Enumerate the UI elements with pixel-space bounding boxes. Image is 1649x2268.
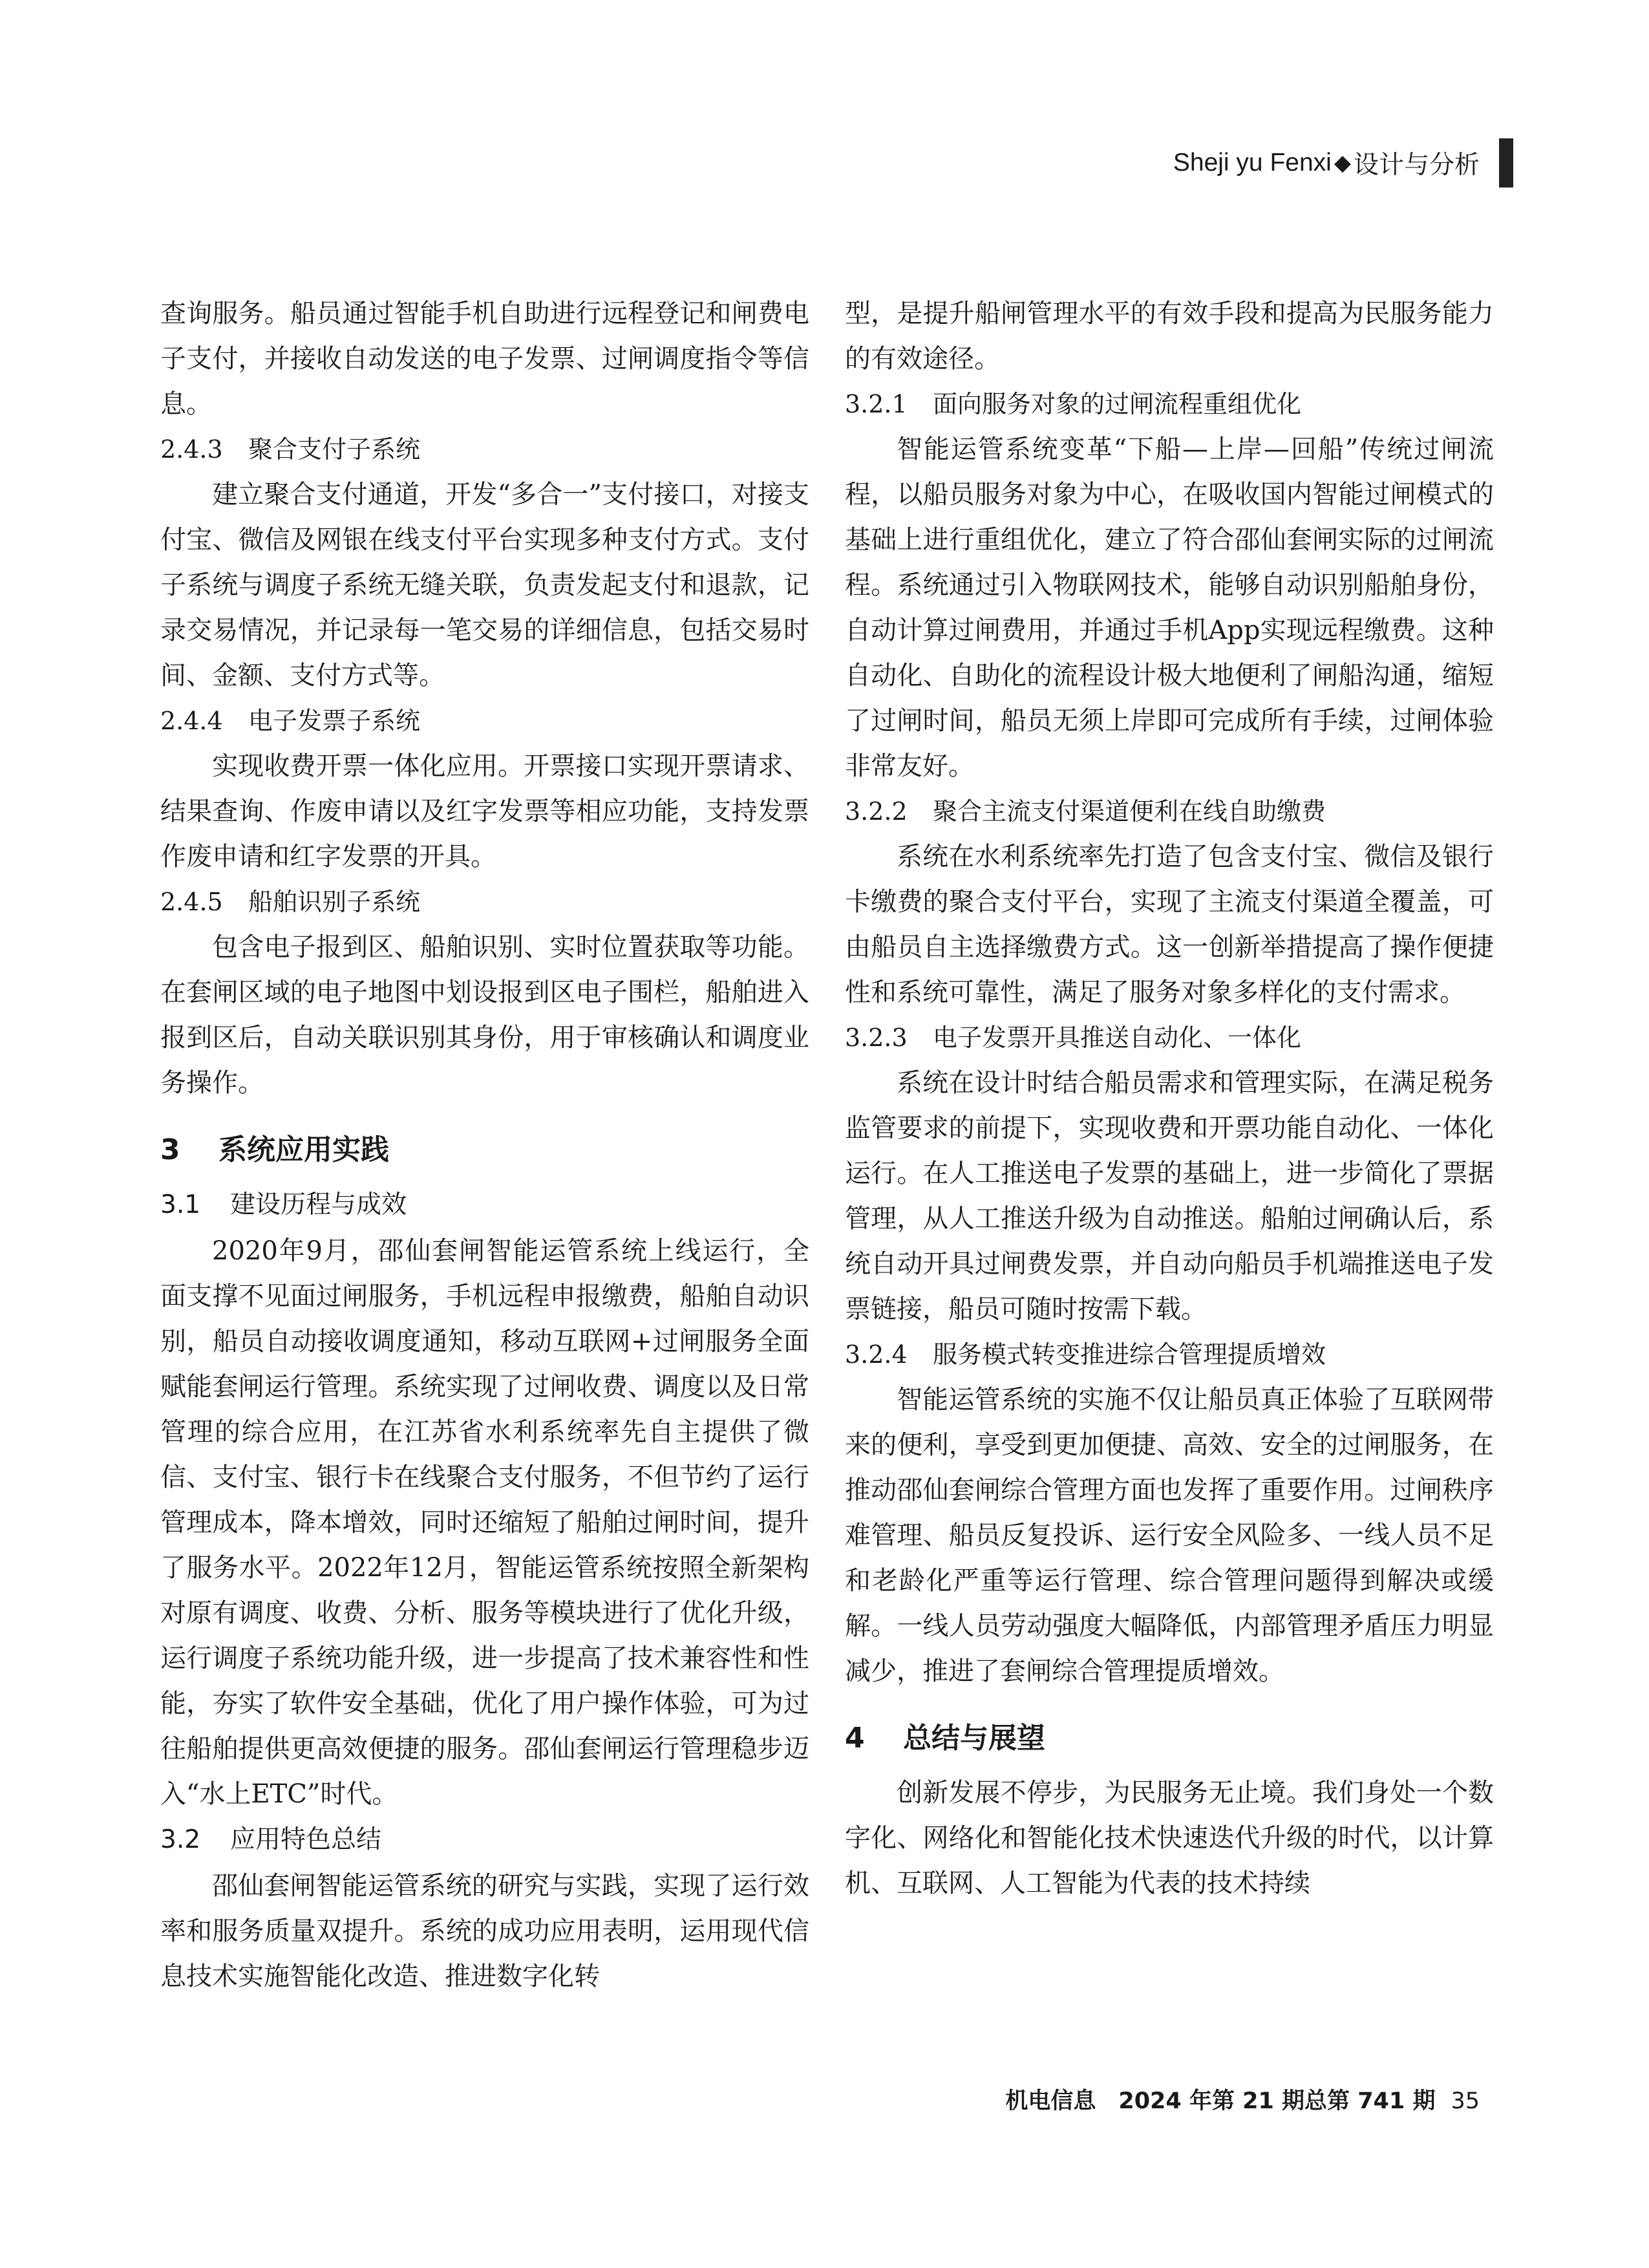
subsection-heading: [845, 1332, 1494, 1377]
section-number: 3.1: [160, 1190, 201, 1219]
header-section: 设计与分析: [1353, 151, 1480, 179]
section-title: 系统应用实践: [218, 1133, 389, 1166]
section-title: 电子发票子系统: [248, 707, 421, 735]
section-heading: [160, 1124, 809, 1177]
subsection-heading: [845, 1015, 1494, 1060]
subsection-heading: [160, 1182, 809, 1228]
left-column: [160, 291, 809, 1999]
section-number: 3.2.1: [845, 390, 908, 418]
subsection-heading: [160, 879, 809, 925]
paragraph: 创新发展不停步，为民服务无止境。我们身处一个数字化、网络化和智能化技术快速迭代升级的时代，以计算机、互联网、人工智能为代表的技术持续: [845, 1778, 1494, 1898]
section-number: 3.2: [160, 1825, 201, 1854]
paragraph: 智能运管系统变革“下船—上岸—回船”传统过闸流程，以船员服务对象为中心，在吸收国内智能过闸模式的基础上进行重组优化，建立了符合邵仙套闸实际的过闸流程。系统通过引入物联网技术，能够自动识别船舶身份，自动计算过闸费用，并通过手机App实现远程缴费。这种自动化、自助化的流程设计极大地便利了闸船沟通，缩短了过闸时间，船员无须上岸即可完成所有手续，过闸体验非常友好。: [845, 434, 1494, 781]
section-title: 服务模式转变推进综合管理提质增效: [933, 1340, 1326, 1369]
subsection-heading: [160, 1817, 809, 1863]
section-number: 2.4.4: [160, 707, 223, 735]
paragraph: 型，是提升船闸管理水平的有效手段和提高为民服务能力的有效途径。: [845, 299, 1494, 374]
page-number: 35: [1451, 2088, 1480, 2114]
section-number: 2.4.5: [160, 888, 223, 916]
page-footer: [1005, 2083, 1480, 2115]
paragraph: 实现收费开票一体化应用。开票接口实现开票请求、结果查询、作废申请以及红字发票等相应功能，支持发票作废申请和红字发票的开具。: [160, 751, 809, 872]
header-bar: [1499, 138, 1513, 187]
paragraph: 查询服务。船员通过智能手机自助进行远程登记和闸费电子支付，并接收自动发送的电子发票、过闸调度指令等信息。: [160, 299, 809, 419]
paragraph: 系统在水利系统率先打造了包含支付宝、微信及银行卡缴费的聚合支付平台，实现了主流支付渠道全覆盖，可由船员自主选择缴费方式。这一创新举措提高了操作便捷性和系统可靠性，满足了服务对象多样化的支付需求。: [845, 842, 1494, 1007]
section-number: 3: [160, 1133, 180, 1166]
section-heading: [845, 1712, 1494, 1765]
subsection-heading: [845, 381, 1494, 427]
section-title: 建设历程与成效: [230, 1190, 407, 1219]
paragraph: 智能运管系统的实施不仅让船员真正体验了互联网带来的便利，享受到更加便捷、高效、安全的过闸服务，在推动邵仙套闸综合管理方面也发挥了重要作用。过闸秩序难管理、船员反复投诉、运行安全风险多、一线人员不足和老龄化严重等运行管理、综合管理问题得到解决或缓解。一线人员劳动强度大幅降低，内部管理矛盾压力明显减少，推进了套闸综合管理提质增效。: [845, 1385, 1494, 1686]
section-number: 2.4.3: [160, 435, 223, 464]
header-pinyin: Sheji yu Fenxi: [1173, 149, 1332, 177]
section-title: 聚合主流支付渠道便利在线自助缴费: [933, 797, 1326, 826]
section-number: 3.2.2: [845, 797, 908, 826]
section-title: 应用特色总结: [230, 1825, 382, 1854]
paragraph: 系统在设计时结合船员需求和管理实际，在满足税务监管要求的前提下，实现收费和开票功能自动化、一体化运行。在人工推送电子发票的基础上，进一步简化了票据管理，从人工推送升级为自动推送。船舶过闸确认后，系统自动开具过闸费发票，并自动向船员手机端推送电子发票链接，船员可随时按需下载。: [845, 1068, 1494, 1324]
section-number: 4: [845, 1722, 865, 1755]
running-header: [1173, 138, 1480, 187]
subsection-heading: [160, 427, 809, 472]
section-number: 3.2.4: [845, 1340, 908, 1369]
paragraph: 2020年9月，邵仙套闸智能运管系统上线运行，全面支撑不见面过闸服务，手机远程申报缴费，船舶自动识别，船员自动接收调度通知，移动互联网+过闸服务全面赋能套闸运行管理。系统实现了过闸收费、调度以及日常管理的综合应用，在江苏省水利系统率先自主提供了微信、支付宝、银行卡在线聚合支付服务，不但节约了运行管理成本，降本增效，同时还缩短了船舶过闸时间，提升了服务水平。2022年12月，智能运管系统按照全新架构对原有调度、收费、分析、服务等模块进行了优化升级，运行调度子系统功能升级，进一步提高了技术兼容性和性能，夯实了软件安全基础，优化了用户操作体验，可为过往船舶提供更高效便捷的服务。邵仙套闸运行管理稳步迈入“水上ETC”时代。: [160, 1236, 809, 1809]
paragraph: 邵仙套闸智能运管系统的研究与实践，实现了运行效率和服务质量双提升。系统的成功应用表明，运用现代信息技术实施智能化改造、推进数字化转: [160, 1871, 809, 1991]
right-column: [845, 291, 1494, 1906]
section-title: 聚合支付子系统: [248, 435, 421, 464]
section-title: 电子发票开具推送自动化、一体化: [933, 1023, 1302, 1052]
section-title: 船舶识别子系统: [248, 888, 421, 916]
paragraph: 建立聚合支付通道，开发“多合一”支付接口，对接支付宝、微信及网银在线支付平台实现多种支付方式。支付子系统与调度子系统无缝关联，负责发起支付和退款，记录交易情况，并记录每一笔交易的详细信息，包括交易时间、金额、支付方式等。: [160, 480, 809, 690]
section-title: 面向服务对象的过闸流程重组优化: [933, 390, 1302, 418]
diamond-icon: ◆: [1334, 151, 1351, 175]
subsection-heading: [845, 789, 1494, 834]
paragraph: 包含电子报到区、船舶识别、实时位置获取等功能。在套闸区域的电子地图中划设报到区电子围栏，船舶进入报到区后，自动关联识别其身份，用于审核确认和调度业务操作。: [160, 932, 809, 1098]
section-number: 3.2.3: [845, 1023, 908, 1052]
journal-info: 机电信息 2024 年第 21 期总第 741 期: [1005, 2088, 1436, 2114]
section-title: 总结与展望: [903, 1722, 1045, 1755]
subsection-heading: [160, 698, 809, 744]
